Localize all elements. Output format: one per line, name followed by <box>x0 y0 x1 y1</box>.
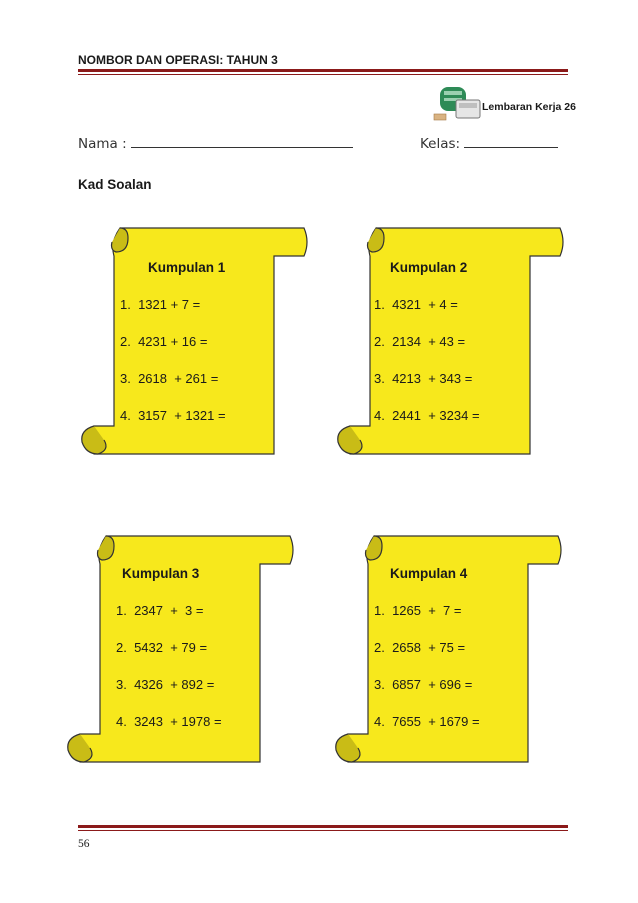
card-2-question-1: 1. 4321 + 4 = <box>374 297 458 312</box>
page-number: 56 <box>78 838 90 850</box>
question-card-1 <box>76 222 316 462</box>
card-3-question-3: 3. 4326 + 892 = <box>116 677 215 692</box>
card-3-question-4: 4. 3243 + 1978 = <box>116 714 222 729</box>
card-1-question-4: 4. 3157 + 1321 = <box>120 408 226 423</box>
page-header-title: NOMBOR DAN OPERASI: TAHUN 3 <box>78 53 278 67</box>
question-card-4 <box>330 530 570 770</box>
card-4-question-2: 2. 2658 + 75 = <box>374 640 466 655</box>
card-2-question-3: 3. 4213 + 343 = <box>374 371 473 386</box>
footer-rule-thin <box>78 830 568 831</box>
worksheet-logo-icon <box>432 84 484 122</box>
card-1-question-3: 3. 2618 + 261 = <box>120 371 219 386</box>
question-card-3 <box>62 530 302 770</box>
card-1-question-1: 1. 1321 + 7 = <box>120 297 201 312</box>
card-3-question-2: 2. 5432 + 79 = <box>116 640 208 655</box>
name-field[interactable] <box>78 135 353 152</box>
worksheet-label: Lembaran Kerja 26 <box>482 101 576 113</box>
card-2-question-4: 4. 2441 + 3234 = <box>374 408 480 423</box>
class-label: Kelas: <box>420 136 461 152</box>
card-2-question-2: 2. 2134 + 43 = <box>374 334 466 349</box>
card-4-question-3: 3. 6857 + 696 = <box>374 677 473 692</box>
class-field[interactable] <box>420 135 558 152</box>
name-label: Nama : <box>78 136 127 152</box>
header-rule-thick <box>78 69 568 72</box>
class-blank-line[interactable] <box>464 135 558 148</box>
card-4-question-1: 1. 1265 + 7 = <box>374 603 462 618</box>
card-1-question-2: 2. 4231 + 16 = <box>120 334 208 349</box>
footer-rule-thick <box>78 825 568 828</box>
card-3-question-1: 1. 2347 + 3 = <box>116 603 204 618</box>
card-4-question-4: 4. 7655 + 1679 = <box>374 714 480 729</box>
card-4-title: Kumpulan 4 <box>390 566 468 581</box>
name-blank-line[interactable] <box>131 135 353 148</box>
card-2-title: Kumpulan 2 <box>390 260 468 275</box>
card-3-title: Kumpulan 3 <box>122 566 200 581</box>
section-title: Kad Soalan <box>78 177 152 192</box>
card-1-title: Kumpulan 1 <box>148 260 226 275</box>
question-card-2 <box>332 222 572 462</box>
header-rule-thin <box>78 74 568 75</box>
